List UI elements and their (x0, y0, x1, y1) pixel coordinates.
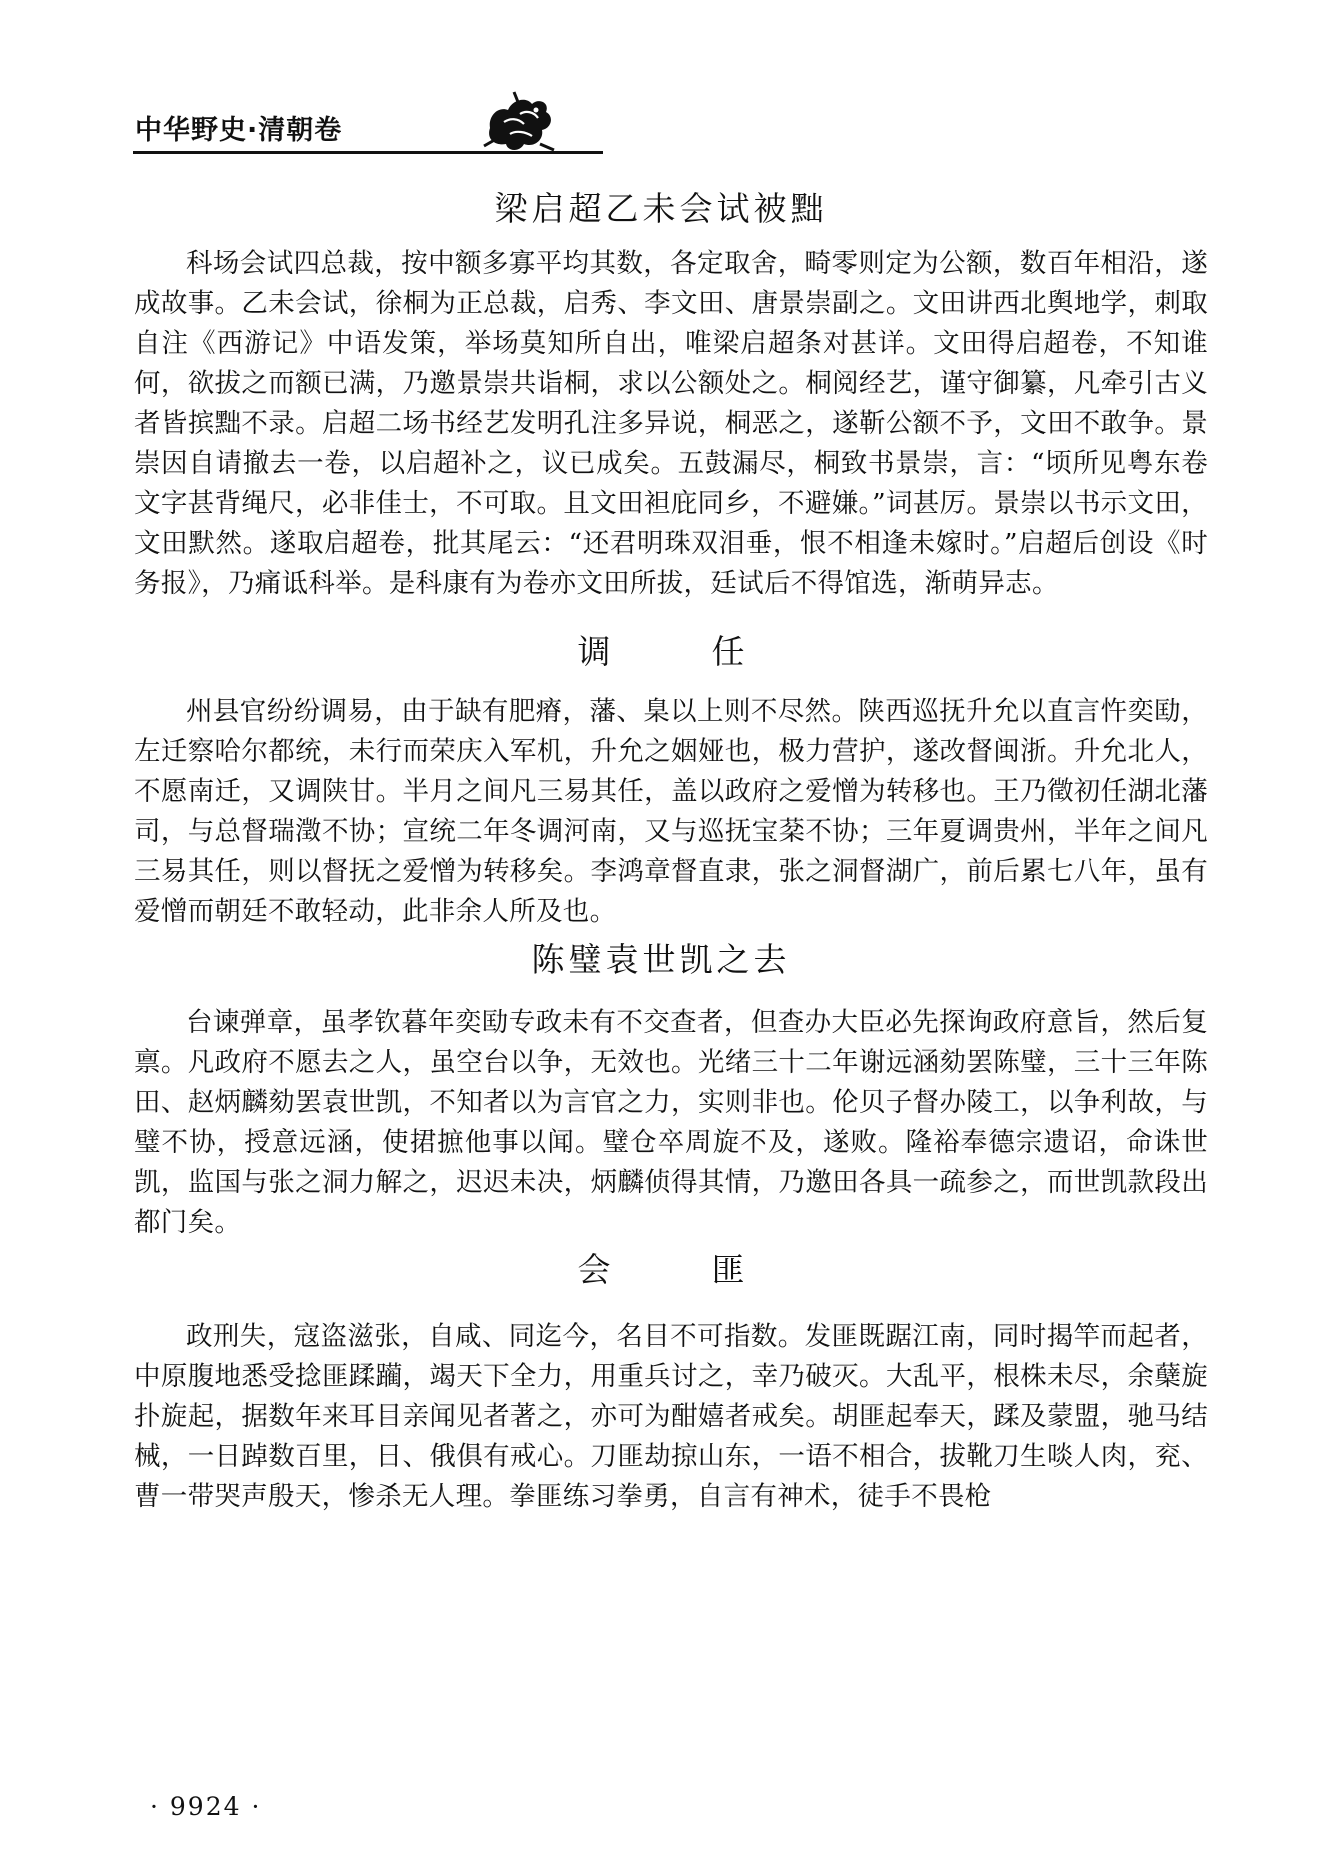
page-number: · 9924 · (150, 1792, 262, 1821)
section-title-4: 会 匪 (577, 1250, 779, 1289)
header-rule (133, 151, 603, 154)
section-paragraph-1: 科场会试四总裁，按中额多寡平均其数，各定取舍，畸零则定为公额，数百年相沿，遂成故事。乙未会试，徐桐为正总裁，启秀、李文田、唐景崇副之。文田讲西北舆地学，刺取自注《西游记》中语发策，举场莫知所自出，唯梁启超条对甚详。文田得启超卷，不知谁何，欲拔之而额已满，乃邀景崇共诣桐，求以公额处之。桐阅经艺，谨守御纂，凡牵引古义者皆摈黜不录。启超二场书经艺发明孔注多异说，桐恶之，遂靳公额不予，文田不敢争。景崇因自请撤去一卷，以启超补之，议已成矣。五鼓漏尽，桐致书景崇，言：“顷所见粤东卷文字甚背绳尺，必非佳士，不可取。且文田袒庇同乡，不避嫌。”词甚厉。景崇以书示文田，文田默然。遂取启超卷，批其尾云：“还君明珠双泪垂，恨不相逢未嫁时。”启超后创设《时务报》，乃痛诋科举。是科康有为卷亦文田所拔，廷试后不得馆选，渐萌异志。 (134, 248, 1208, 599)
section-paragraph-3: 台谏弹章，虽孝钦暮年奕劻专政未有不交查者，但查办大臣必先探询政府意旨，然后复禀。凡政府不愿去之人，虽空台以争，无效也。光绪三十二年谢远涵劾罢陈璧，三十三年陈田、赵炳麟劾罢袁世凯，不知者以为言官之力，实则非也。伦贝子督办陵工，以争利故，与璧不协，授意远涵，使捃摭他事以闻。璧仓卒周旋不及，遂败。隆裕奉德宗遗诏，命诛世凯，监国与张之洞力解之，迟迟未决，炳麟侦得其情，乃邀田各具一疏参之，而世凯款段出都门矣。 (134, 1007, 1208, 1238)
running-header-title: 中华野史·清朝卷 (135, 115, 343, 146)
section-title-2: 调 任 (577, 632, 779, 671)
section-paragraph-4: 政刑失，寇盗滋张，自咸、同迄今，名目不可指数。发匪既踞江南，同时揭竿而起者，中原腹地悉受捻匪蹂躏，竭天下全力，用重兵讨之，幸乃破灭。大乱平，根株未尽，余蘖旋扑旋起，据数年来耳目亲闻见者著之，亦可为酣嬉者戒矣。胡匪起奉天，蹂及蒙盟，驰马结械，一日踔数百里，日、俄俱有戒心。刀匪劫掠山东，一语不相合，拔靴刀生啖人肉，兖、曹一带哭声殷天，惨杀无人理。拳匪练习拳勇，自言有神术，徒手不畏枪 (134, 1321, 1208, 1512)
section-title-3: 陈璧袁世凯之去 (531, 940, 791, 979)
dragon-emblem-icon (480, 88, 558, 156)
section-paragraph-2: 州县官纷纷调易，由于缺有肥瘠，藩、臬以上则不尽然。陕西巡抚升允以直言忤奕劻，左迁察哈尔都统，未行而荣庆入军机，升允之姻娅也，极力营护，遂改督闽浙。升允北人，不愿南迁，又调陕甘。半月之间凡三易其任，盖以政府之爱憎为转移也。王乃徵初任湖北藩司，与总督瑞澂不协；宣统二年冬调河南，又与巡抚宝棻不协；三年夏调贵州，半年之间凡三易其任，则以督抚之爱憎为转移矣。李鸿章督直隶，张之洞督湖广，前后累七八年，虽有爱憎而朝廷不敢轻动，此非余人所及也。 (134, 696, 1208, 927)
section-title-1: 梁启超乙未会试被黜 (494, 189, 828, 228)
